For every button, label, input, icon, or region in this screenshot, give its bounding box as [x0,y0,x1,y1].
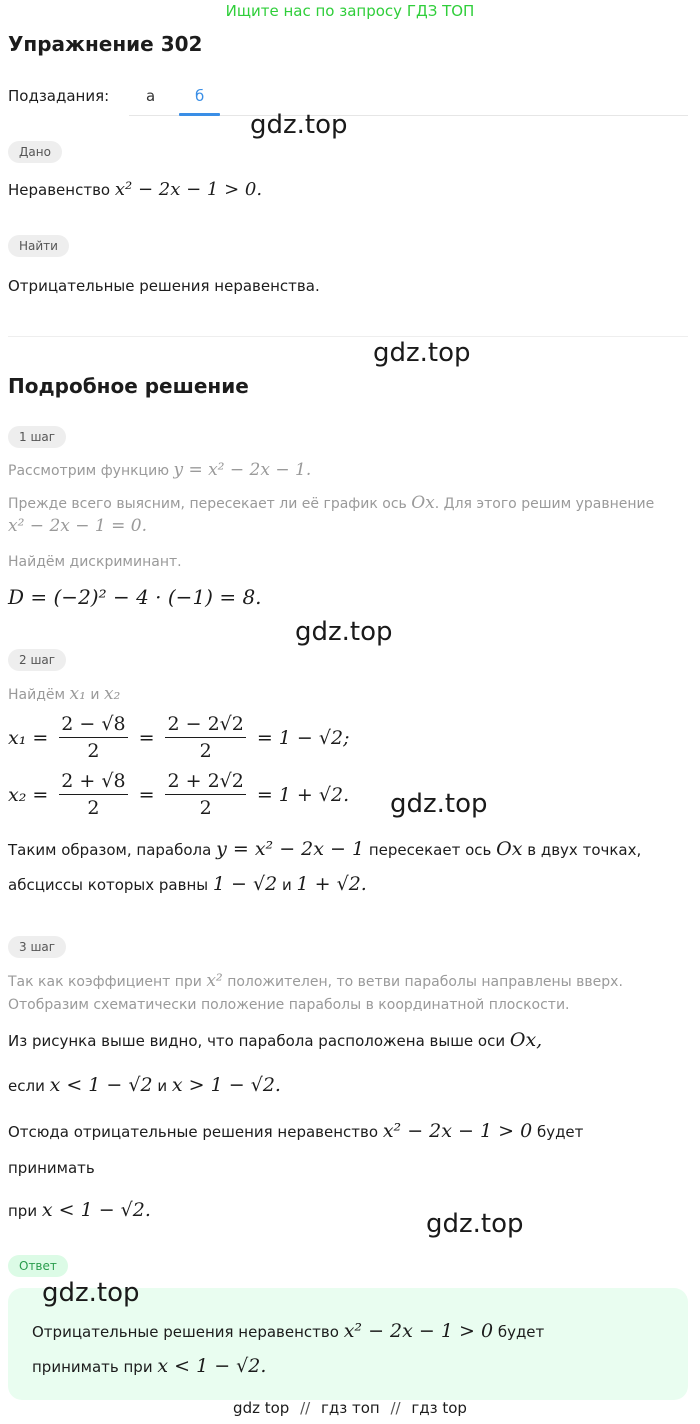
footer-link-gdz-top-mixed[interactable]: гдз top [411,1399,467,1417]
step2-badge: 2 шаг [8,649,66,671]
step1-line2-suffix: . Для этого решим уравнение [434,496,655,512]
answer-line1-suffix: будет [497,1323,545,1341]
section-divider [8,336,688,337]
x2-fraction-2 [165,770,245,819]
answer-badge: Ответ [8,1255,68,1277]
given-badge: Дано [8,141,62,163]
x2-frac1-num: 2 + √8 [59,770,127,795]
page-title: Упражнение 302 [8,32,203,56]
step3-line5-math: x² − 2x − 1 > 0 [382,1120,533,1142]
step3-line4-and: и [157,1077,168,1095]
x2-fraction-1 [59,770,127,819]
find-badge-wrap [8,235,69,257]
step3-line6: принимать [8,1159,95,1177]
active-tab-indicator [179,113,220,116]
step2-badge-wrap [8,649,66,671]
step1-line4: Найдём дискриминант. [8,554,182,570]
step3-line2: Отобразим схематически положение параболы в координатной плоскости. [8,997,570,1013]
step2-intro-prefix: Найдём [8,687,66,703]
discriminant-formula: D = (−2)² − 4 · (−1) = 8. [8,585,262,609]
subtask-tab-b[interactable]: б [195,87,205,105]
x2-rhs: 1 + √2. [278,783,350,806]
step3-line3-prefix: Из рисунка выше видно, что парабола расположена выше оси [8,1032,506,1050]
answer-line1 [32,1320,544,1343]
conclusion1-prefix: Таким образом, парабола [8,841,212,859]
solution-title: Подробное решение [8,374,249,398]
watermark: gdz.top [250,110,348,140]
step2-intro-x2: x₂ [103,684,121,704]
footer-links [0,1399,700,1417]
step3-line4 [8,1074,281,1097]
x1-frac1-num: 2 − √8 [59,713,127,738]
step3-line1-suffix: положителен, то ветви параболы направлены вверх. [227,974,623,990]
step3-line7-prefix: при [8,1202,38,1220]
find-badge: Найти [8,235,69,257]
step3-line7-math: x < 1 − √2. [41,1199,151,1221]
step3-line3 [8,1029,542,1052]
footer-link-gdz-top-ru[interactable]: гдз топ [320,1399,380,1417]
step1-line1-prefix: Рассмотрим функцию [8,463,169,479]
conclusion2-and: и [281,876,292,894]
step3-badge-wrap [8,936,66,958]
subtask-tab-a[interactable]: а [146,87,156,105]
conclusion1-suffix: в двух точках, [527,841,642,859]
step1-line3-math: x² − 2x − 1 = 0. [8,516,147,536]
step3-line1-math: x² [206,971,223,991]
given-inequality: x² − 2x − 1 > 0. [114,179,263,200]
footer-separator: // [300,1399,311,1417]
x1-frac2-den: 2 [199,740,212,762]
watermark: gdz.top [390,789,488,819]
step1-line3 [8,515,147,538]
step3-line4-a: x < 1 − √2 [49,1074,153,1096]
answer-line2-math: x < 1 − √2. [157,1355,267,1377]
step1-line2-math: Ox [411,493,435,513]
answer-line2 [32,1355,266,1378]
step3-badge: 3 шаг [8,936,66,958]
step1-discriminant [8,586,262,610]
conclusion1-math: y = x² − 2x − 1 [216,838,365,860]
watermark: gdz.top [373,338,471,368]
x1-rhs: 1 − √2; [278,726,350,749]
conclusion2-a: 1 − √2 [212,873,278,895]
given-text [8,179,262,201]
x1-fraction-1 [59,713,127,762]
step3-line7 [8,1199,151,1222]
x2-formula: x₂ = $\frac{2 + √8}{2}$ = $\frac{2 + 2√2}{2}$ = 1 + √2. [8,770,350,819]
find-text: Отрицательные решения неравенства. [8,277,320,295]
conclusion1-mid: пересекает ось [368,841,492,859]
step1-badge-wrap [8,426,66,448]
step3-line3-math: Ox, [509,1029,543,1051]
x2-frac1-den: 2 [87,797,100,819]
x2-frac2-den: 2 [199,797,212,819]
answer-line2-prefix: принимать при [32,1358,153,1376]
given-badge-wrap [8,141,62,163]
footer-link-gdz-top[interactable]: gdz top [233,1399,290,1417]
step3-line4-b: x > 1 − √2. [171,1074,281,1096]
step2-intro [8,683,120,706]
step1-badge: 1 шаг [8,426,66,448]
step3-line1-prefix: Так как коэффициент при [8,974,202,990]
footer-separator: // [390,1399,401,1417]
step3-line5-suffix: будет [536,1123,584,1141]
x1-frac2-num: 2 − 2√2 [165,713,245,738]
answer-badge-wrap [8,1255,68,1277]
watermark: gdz.top [295,617,393,647]
conclusion2-prefix: абсциссы которых равны [8,876,209,894]
watermark: gdz.top [426,1209,524,1239]
subtasks-label: Подзадания: [8,87,110,105]
step1-line1 [8,459,311,482]
promo-banner[interactable]: Ищите нас по запросу ГДЗ ТОП [225,2,475,20]
step3-line1 [8,970,623,993]
step2-conclusion-2 [8,873,367,896]
conclusion1-ox: Ox [496,838,523,860]
x2-lhs: x₂ [8,783,27,806]
step1-line1-math: y = x² − 2x − 1. [173,460,312,480]
step3-line4-prefix: если [8,1077,45,1095]
step2-conclusion-1 [8,838,641,861]
given-prefix: Неравенство [8,181,111,199]
conclusion2-b: 1 + √2. [296,873,367,895]
x1-formula: x₁ = $\frac{2 - √8}{2}$ = $\frac{2 - 2√2}{2}$ = 1 − √2; [8,713,350,762]
step3-line5-prefix: Отсюда отрицательные решения неравенство [8,1123,379,1141]
step1-line2-prefix: Прежде всего выясним, пересекает ли её график ось [8,496,407,512]
x1-fraction-2 [165,713,245,762]
step3-line5 [8,1120,583,1143]
answer-line1-prefix: Отрицательные решения неравенство [32,1323,339,1341]
answer-line1-math: x² − 2x − 1 > 0 [343,1320,494,1342]
step1-line2 [8,492,654,515]
x1-frac1-den: 2 [87,740,100,762]
watermark: gdz.top [42,1278,140,1308]
x1-lhs: x₁ [8,726,27,749]
step2-intro-and: и [90,687,100,703]
x2-frac2-num: 2 + 2√2 [165,770,245,795]
step2-intro-x1: x₁ [69,684,86,704]
